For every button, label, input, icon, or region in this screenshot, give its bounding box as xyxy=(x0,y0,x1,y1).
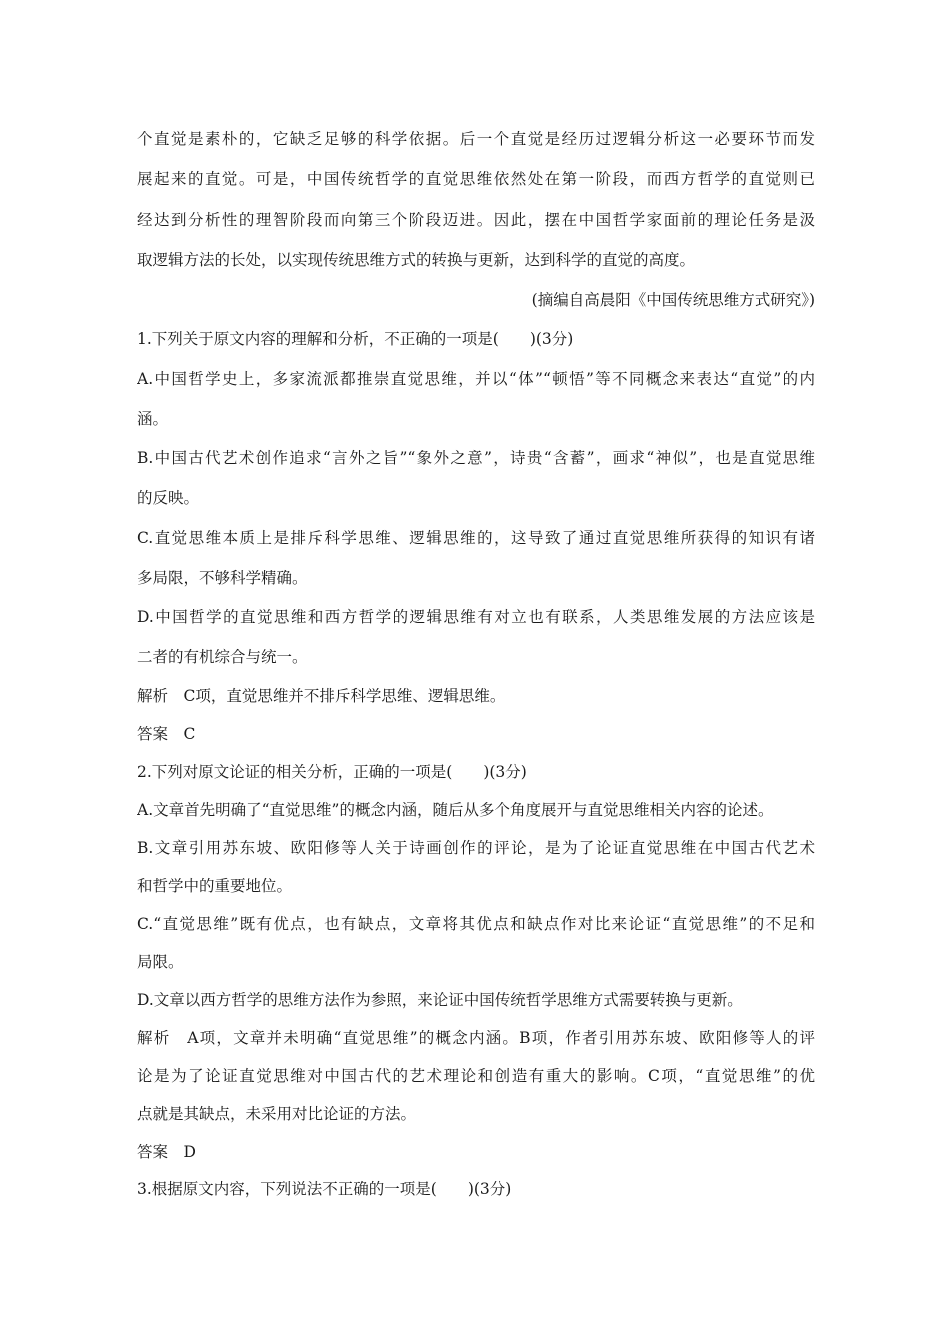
question-3-stem: 3.根据原文内容，下列说法不正确的一项是( )(3分) xyxy=(137,1180,512,1198)
question-2-option-b: B.文章引用苏东坡、欧阳修等人关于诗画创作的评论，是为了论证直觉思维在中国古代艺术 xyxy=(137,839,815,857)
question-1-answer: 答案 C xyxy=(137,725,196,743)
question-2-answer: 答案 D xyxy=(137,1143,196,1161)
passage-source: (摘编自高晨阳《中国传统思维方式研究》) xyxy=(531,291,815,309)
question-2-analysis-cont: 点就是其缺点，未采用对比论证的方法。 xyxy=(137,1105,417,1123)
question-2-analysis-cont: 论是为了论证直觉思维对中国古代的艺术理论和创造有重大的影响。C项，“直觉思维”的优 xyxy=(137,1067,815,1085)
question-1-option-a: A.中国哲学史上，多家流派都推崇直觉思维，并以“体”“顿悟”等不同概念来表达“直觉”的内 xyxy=(137,370,815,388)
question-2-option-d: D.文章以西方哲学的思维方法作为参照，来论证中国传统哲学思维方式需要转换与更新。 xyxy=(137,991,743,1009)
question-1-option-b-cont: 的反映。 xyxy=(137,489,200,507)
passage-line: 个直觉是素朴的，它缺乏足够的科学依据。后一个直觉是经历过逻辑分析这一必要环节而发 xyxy=(137,130,815,148)
question-2-option-b-cont: 和哲学中的重要地位。 xyxy=(137,877,293,895)
question-1-option-d-cont: 二者的有机综合与统一。 xyxy=(137,648,308,666)
question-1-option-a-cont: 涵。 xyxy=(137,410,169,428)
question-2-option-a: A.文章首先明确了“直觉思维”的概念内涵，随后从多个角度展开与直觉思维相关内容的论述。 xyxy=(137,801,774,819)
passage-line: 展起来的直觉。可是，中国传统哲学的直觉思维依然处在第一阶段，而西方哲学的直觉则已 xyxy=(137,170,815,188)
question-2-option-c-cont: 局限。 xyxy=(137,953,184,971)
question-1-option-d: D.中国哲学的直觉思维和西方哲学的逻辑思维有对立也有联系，人类思维发展的方法应该是 xyxy=(137,608,815,626)
question-2-analysis: 解析 A项，文章并未明确“直觉思维”的概念内涵。B项，作者引用苏东坡、欧阳修等人的评 xyxy=(137,1029,815,1047)
question-2-option-c: C.“直觉思维”既有优点，也有缺点，文章将其优点和缺点作对比来论证“直觉思维”的不足和 xyxy=(137,915,815,933)
passage-line: 经达到分析性的理智阶段而向第三个阶段迈进。因此，摆在中国哲学家面前的理论任务是汲 xyxy=(137,211,815,229)
question-1-option-c-cont: 多局限，不够科学精确。 xyxy=(137,569,308,587)
question-1-option-b: B.中国古代艺术创作追求“言外之旨”“象外之意”，诗贵“含蓄”，画求“神似”，也是直觉思维 xyxy=(137,449,815,467)
question-2-stem: 2.下列对原文论证的相关分析，正确的一项是( )(3分) xyxy=(137,763,527,781)
question-1-stem: 1.下列关于原文内容的理解和分析，不正确的一项是( )(3分) xyxy=(137,330,574,348)
question-1-option-c: C.直觉思维本质上是排斥科学思维、逻辑思维的，这导致了通过直觉思维所获得的知识有诸 xyxy=(137,529,815,547)
passage-line: 取逻辑方法的长处，以实现传统思维方式的转换与更新，达到科学的直觉的高度。 xyxy=(137,251,696,269)
question-1-analysis: 解析 C项，直觉思维并不排斥科学思维、逻辑思维。 xyxy=(137,687,506,705)
